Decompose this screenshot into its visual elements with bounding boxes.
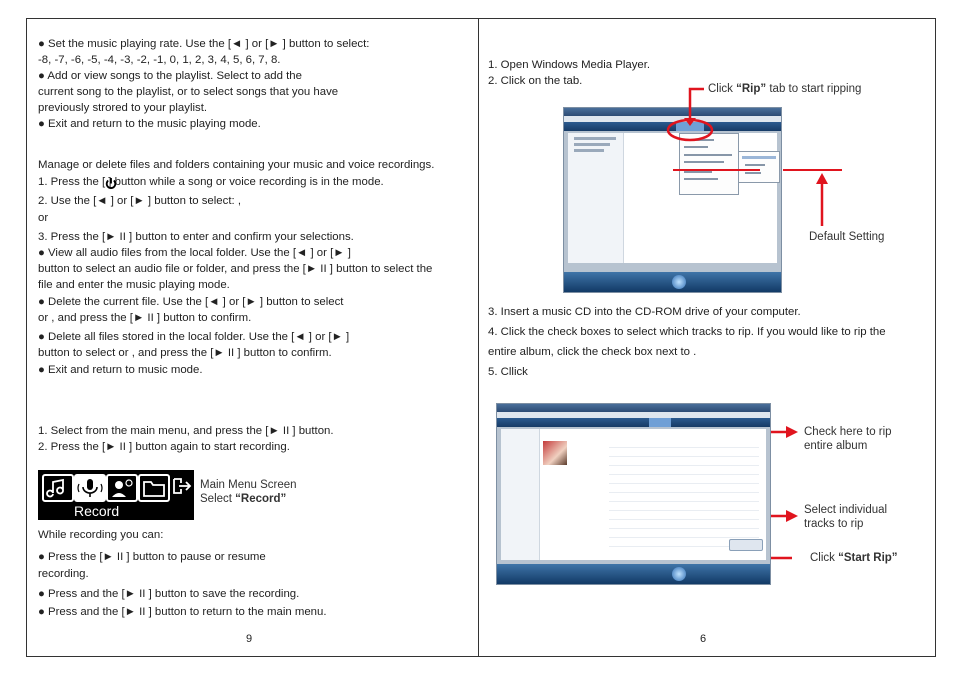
record-step: 1. Select from the main menu, and press the [► II ] button. xyxy=(38,425,334,437)
recording-text: recording. xyxy=(38,568,89,580)
select-tracks-callout: Select individual tracks to rip xyxy=(804,504,888,530)
menu-screen-caption: Main Menu Screen xyxy=(200,479,297,491)
default-setting-arrowhead xyxy=(816,173,828,184)
manage-text: ● View all audio files from the local folder. Use the [◄ ] or [► ] xyxy=(38,247,351,259)
manage-text: 3. Press the [► II ] button to enter and confirm your selections. xyxy=(38,231,354,243)
recording-text: ● Press and the [► II ] button to return to the main menu. xyxy=(38,606,327,618)
setting-text: ● Exit and return to the music playing mode. xyxy=(38,118,261,130)
check-album-callout: Check here to rip entire album xyxy=(804,426,892,452)
manage-text: or xyxy=(38,212,49,224)
manage-text: 1. Press the [ ] button while a song or voice recording is in the mode. xyxy=(38,176,384,188)
rip-step: 1. Open Windows Media Player. xyxy=(488,59,651,71)
recording-text: ● Press and the [► II ] button to save the recording. xyxy=(38,588,300,600)
manage-text: ● Delete the current file. Use the [◄ ] or [► ] button to select xyxy=(38,296,344,308)
recording-text: While recording you can: xyxy=(38,529,164,541)
rip-step: 5. Cllick xyxy=(488,366,528,378)
wmp-track-list-screenshot xyxy=(496,403,771,585)
setting-text: previously strored to your playlist. xyxy=(38,102,208,114)
rip-tab-leader-line xyxy=(690,89,704,120)
default-setting-callout: Default Setting xyxy=(809,231,885,243)
page-number: 6 xyxy=(700,633,707,645)
setting-text: current song to the playlist, or to select songs that you have xyxy=(38,86,339,98)
manage-text: file and enter the music playing mode. xyxy=(38,279,230,291)
manage-text: Manage or delete files and folders containing your music and voice recordings. xyxy=(38,159,435,171)
manage-text: button to select an audio file or folder, and press the [► II ] button to select the xyxy=(38,263,433,275)
rip-step: entire album, click the check box next to . xyxy=(488,346,697,358)
menu-selection-label: Record xyxy=(74,503,120,519)
rip-step: 2. Click on the tab. xyxy=(488,75,583,87)
setting-text: ● Set the music playing rate. Use the [◄ ] or [► ] button to select: xyxy=(38,38,370,50)
rip-tab-callout: Click “Rip” tab to start ripping xyxy=(708,83,862,95)
manage-text: or , and press the [► II ] button to confirm. xyxy=(38,312,252,324)
manage-text: ● Exit and return to music mode. xyxy=(38,364,203,376)
start-rip-callout: Click “Start Rip” xyxy=(810,552,898,564)
rip-tab-arrowhead xyxy=(684,118,696,126)
rip-step: 4. Click the check boxes to select which tracks to rip. If you would like to rip the xyxy=(488,326,886,338)
record-step: 2. Press the [► II ] button again to start recording. xyxy=(38,441,290,453)
manage-text: ● Delete all files stored in the local folder. Use the [◄ ] or [► ] xyxy=(38,331,350,343)
menu-screen-instruction: Select “Record” xyxy=(200,493,287,505)
page-number: 9 xyxy=(246,633,253,645)
select-tracks-arrowhead xyxy=(786,510,798,522)
setting-text: -8, -7, -6, -5, -4, -3, -2, -1, 0, 1, 2, 3, 4, 5, 6, 7, 8. xyxy=(38,54,281,66)
setting-text: ● Add or view songs to the playlist. Select to add the xyxy=(38,70,302,82)
manage-text: button to select or , and press the [► II ] button to confirm. xyxy=(38,347,332,359)
check-album-arrowhead xyxy=(786,426,798,438)
album-art xyxy=(543,441,567,465)
rip-step: 3. Insert a music CD into the CD-ROM drive of your computer. xyxy=(488,306,801,318)
recording-text: ● Press the [► II ] button to pause or resume xyxy=(38,551,266,563)
manage-text: 2. Use the [◄ ] or [► ] button to select: , xyxy=(38,195,241,207)
